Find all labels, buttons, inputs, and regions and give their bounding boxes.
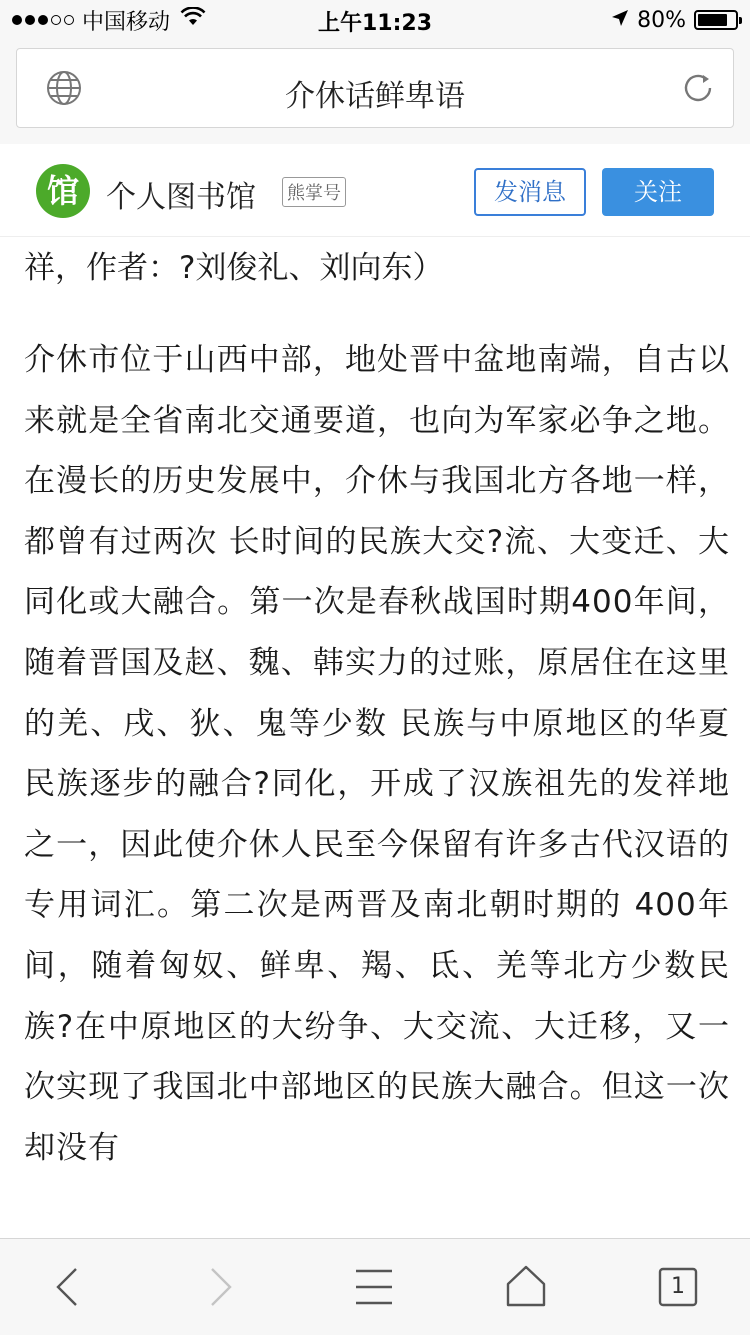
status-right [611, 6, 738, 34]
battery-percent: 80% [637, 7, 686, 33]
reload-icon[interactable] [679, 69, 717, 107]
status-bar [0, 0, 750, 40]
site-badge: 熊掌号 [282, 177, 346, 207]
tabs-button[interactable] [648, 1257, 708, 1317]
location-arrow-icon [611, 8, 629, 33]
battery-level [698, 14, 727, 26]
home-icon [496, 1257, 556, 1317]
back-button[interactable] [38, 1257, 98, 1317]
battery-icon [694, 10, 738, 30]
menu-button[interactable] [344, 1257, 404, 1317]
tabs-count: 1 [671, 1274, 685, 1299]
address-bar[interactable] [16, 48, 734, 128]
menu-icon [344, 1257, 404, 1317]
page-title[interactable]: 介休话鲜卑语 [285, 79, 465, 114]
logo-glyph: 馆 [46, 172, 79, 210]
article-paragraph: 介休市位于山西中部，地处晋中盆地南端，自古以来就是全省南北交通要道，也向为军家必争之地。在漫长的历史发展中，介休与我国北方各地一样，都曾有过两次 长时间的民族大交?流、大变迁、大同化或大融合。第一次是春秋战国时期400年间，随着晋国及赵、魏、韩实力的过账，原居住在这里的羌、戌、狄、鬼等少数 民族与中原地区的华夏民族逐步的融合?同化，开成了汉族祖先的发祥地之一，因此使介休人民至今保留有许多古代汉语的专用词汇。第二次是两晋及南北朝时期的 400年间，随着匈奴、鲜卑、羯、氐、羌等北方少数民族?在中原地区的大纷争、大交流、大迁移，又一次实现了我国北中部地区的民族大融合。但这一次却没有 [24, 342, 730, 1166]
article-content [24, 238, 730, 1234]
site-header [0, 144, 750, 237]
site-logo[interactable] [36, 164, 90, 218]
article-author-line: 祥，作者：?刘俊礼、刘向东） [24, 250, 444, 286]
site-name[interactable]: 个人图书馆 [106, 180, 256, 215]
send-message-button[interactable]: 发消息 [474, 168, 586, 216]
carrier-name: 中国移动 [82, 9, 171, 35]
status-time: 上午11:23 [317, 11, 433, 36]
home-button[interactable] [496, 1257, 556, 1317]
follow-button[interactable]: 关注 [602, 168, 714, 216]
chevron-left-icon [38, 1257, 98, 1317]
browser-address-area [0, 40, 750, 145]
forward-button[interactable] [190, 1257, 250, 1317]
browser-toolbar [0, 1238, 750, 1335]
chevron-right-icon [190, 1257, 250, 1317]
